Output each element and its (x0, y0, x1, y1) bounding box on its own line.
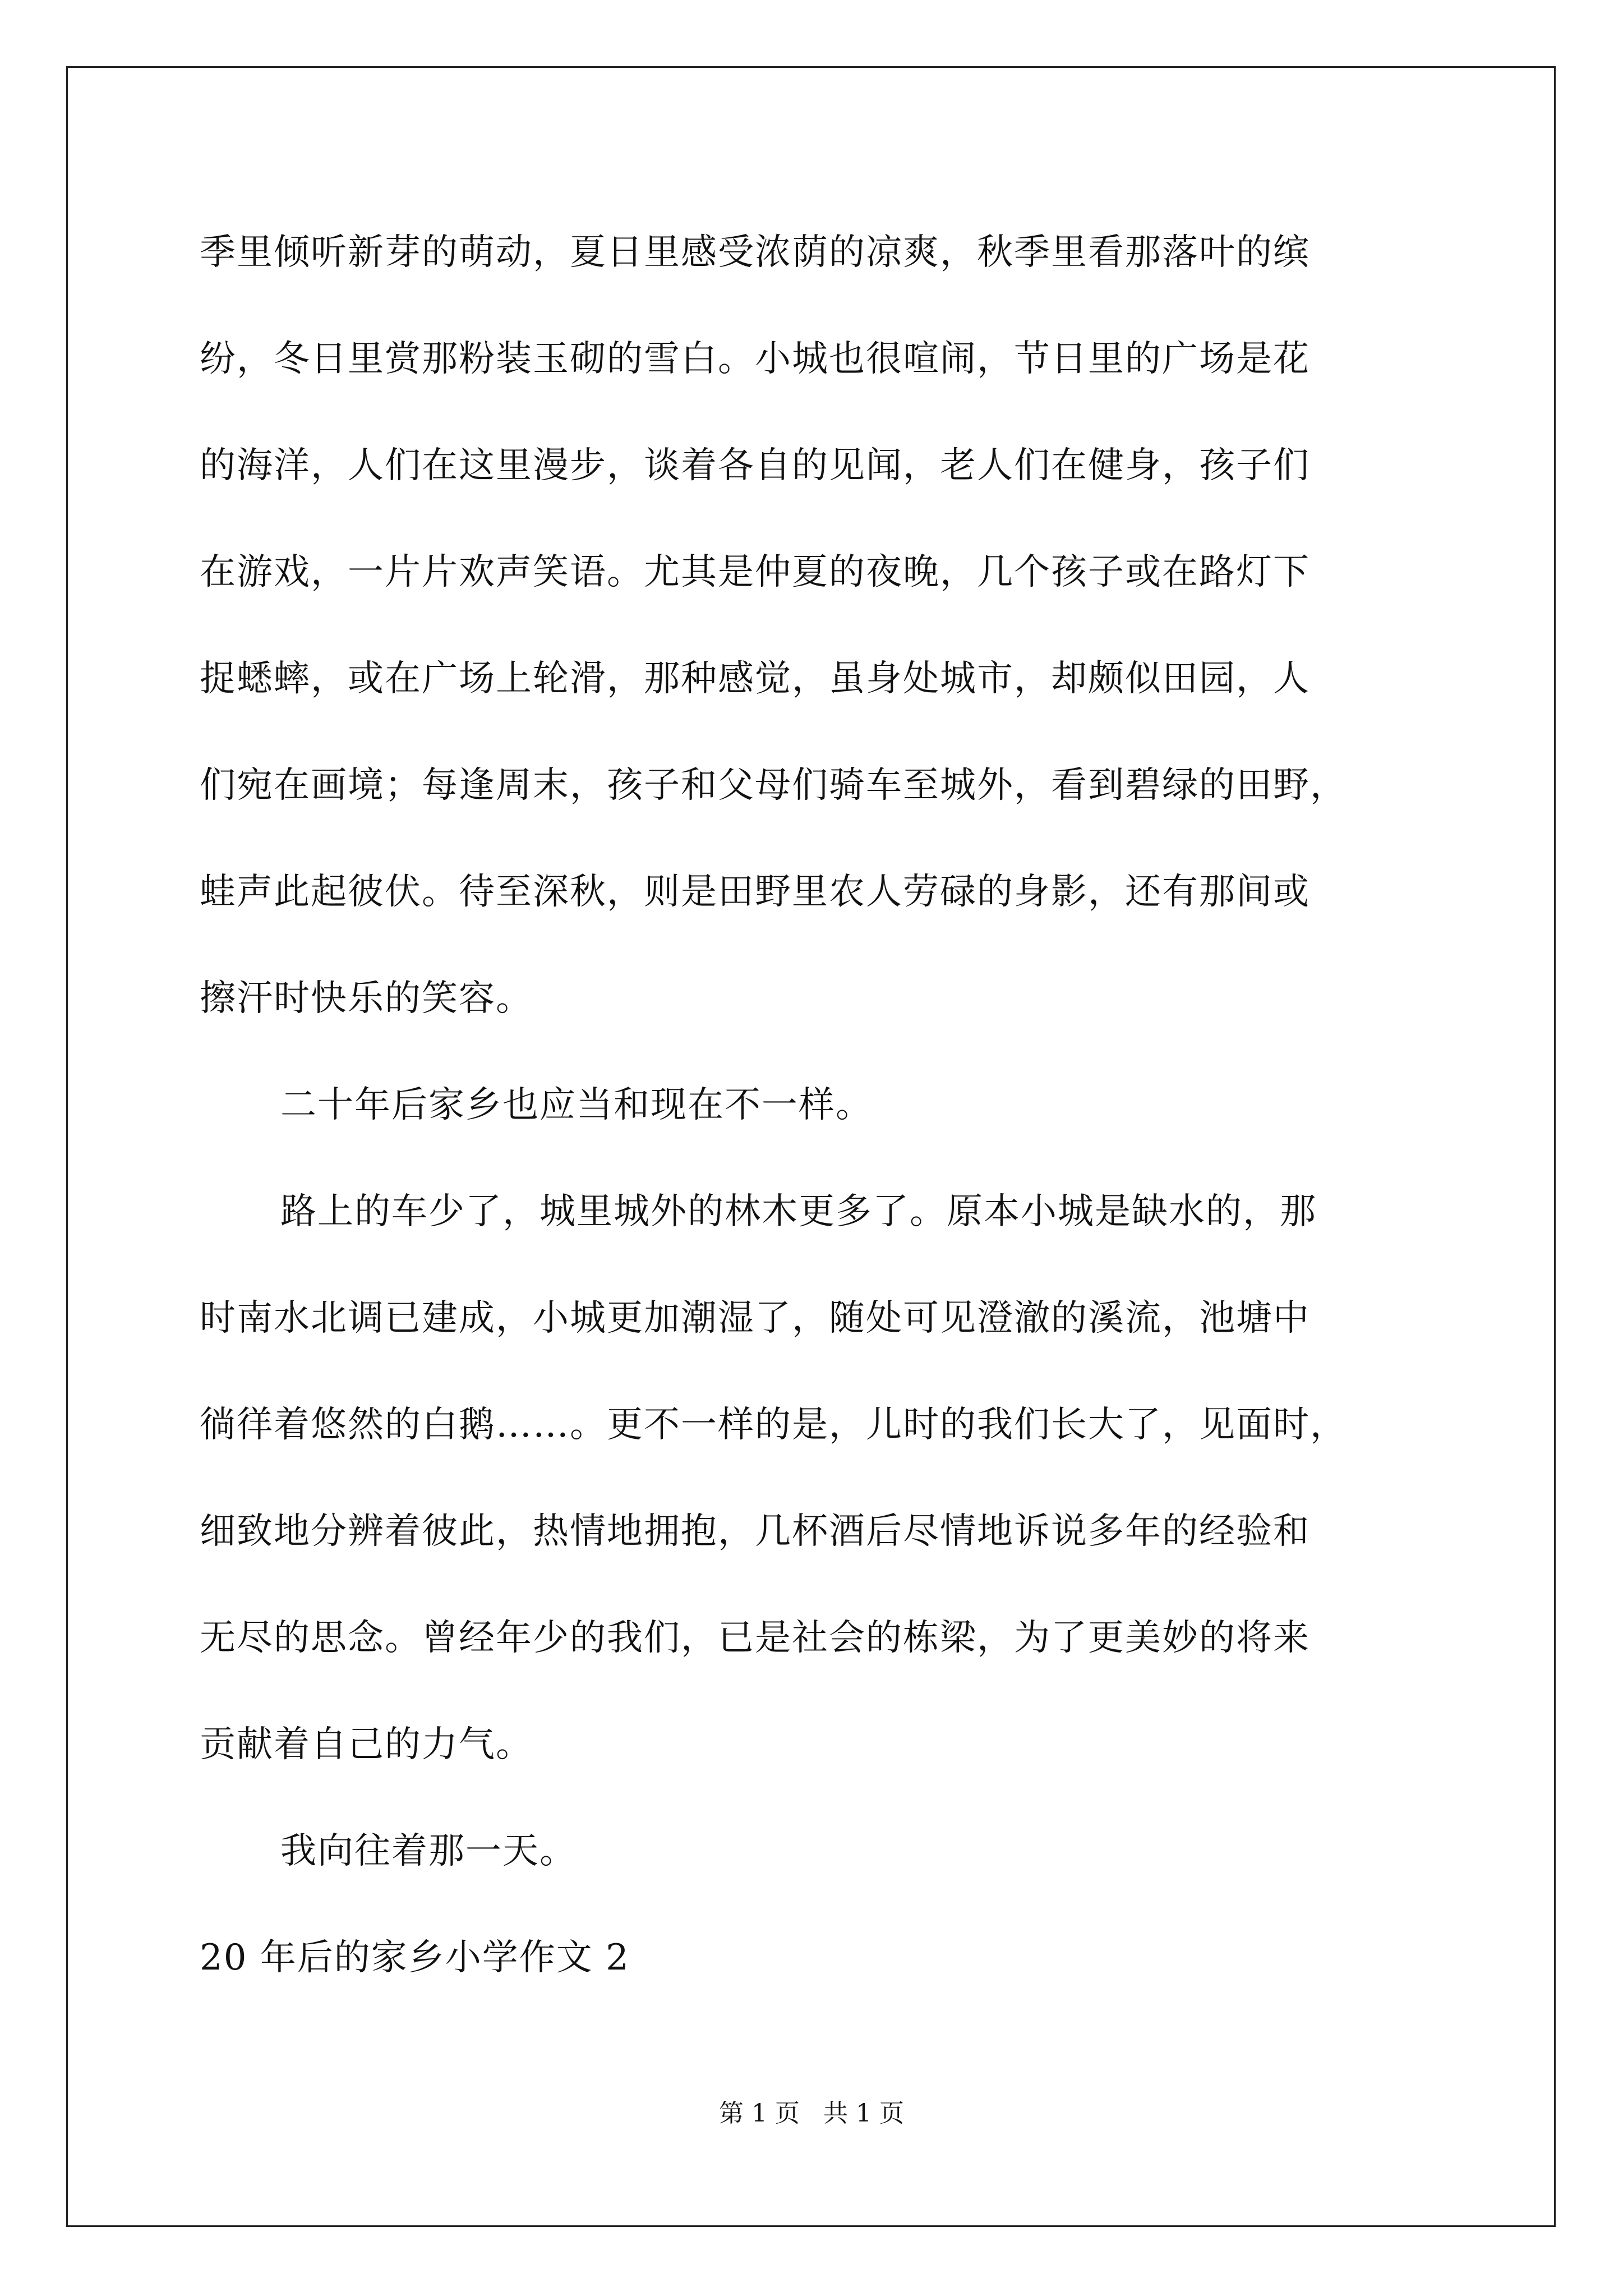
paragraph-line: 蛙声此起彼伏。待至深秋，则是田野里农人劳碌的身影，还有那间或 (200, 871, 1310, 913)
paragraph-line: 我向往着那一天。 (280, 1830, 577, 1872)
section-heading: 20 年后的家乡小学作文 2 (200, 1937, 630, 1978)
paragraph-line: 擦汗时快乐的笑容。 (200, 978, 533, 1019)
paragraph-line: 时南水北调已建成，小城更加潮湿了，随处可见澄澈的溪流，池塘中 (200, 1297, 1310, 1339)
paragraph-line: 无尽的思念。曾经年少的我们，已是社会的栋梁，为了更美妙的将来 (200, 1617, 1310, 1659)
paragraph-line: 徜徉着悠然的白鹅……。更不一样的是，儿时的我们长大了，见面时， (200, 1404, 1347, 1446)
paragraph-line: 二十年后家乡也应当和现在不一样。 (280, 1084, 873, 1126)
paragraph-line: 捉蟋蟀，或在广场上轮滑，那种感觉，虽身处城市，却颇似田园，人 (200, 658, 1310, 700)
paragraph-line: 们宛在画境；每逢周末，孩子和父母们骑车至城外，看到碧绿的田野， (200, 765, 1347, 806)
paragraph-line: 的海洋，人们在这里漫步，谈着各自的见闻，老人们在健身，孩子们 (200, 445, 1310, 486)
page-border (66, 66, 1556, 2227)
paragraph-line: 细致地分辨着彼此，热情地拥抱，几杯酒后尽情地诉说多年的经验和 (200, 1511, 1310, 1552)
paragraph-line: 季里倾听新芽的萌动，夏日里感受浓荫的凉爽，秋季里看那落叶的缤 (200, 232, 1310, 273)
paragraph-line: 贡献着自己的力气。 (200, 1724, 533, 1765)
page-footer: 第 1 页 共 1 页 (719, 2099, 904, 2128)
paragraph-line: 纷，冬日里赏那粉装玉砌的雪白。小城也很喧闹，节日里的广场是花 (200, 338, 1310, 380)
paragraph-line: 在游戏，一片片欢声笑语。尤其是仲夏的夜晚，几个孩子或在路灯下 (200, 551, 1310, 593)
paragraph-line: 路上的车少了，城里城外的林木更多了。原本小城是缺水的，那 (280, 1191, 1317, 1232)
